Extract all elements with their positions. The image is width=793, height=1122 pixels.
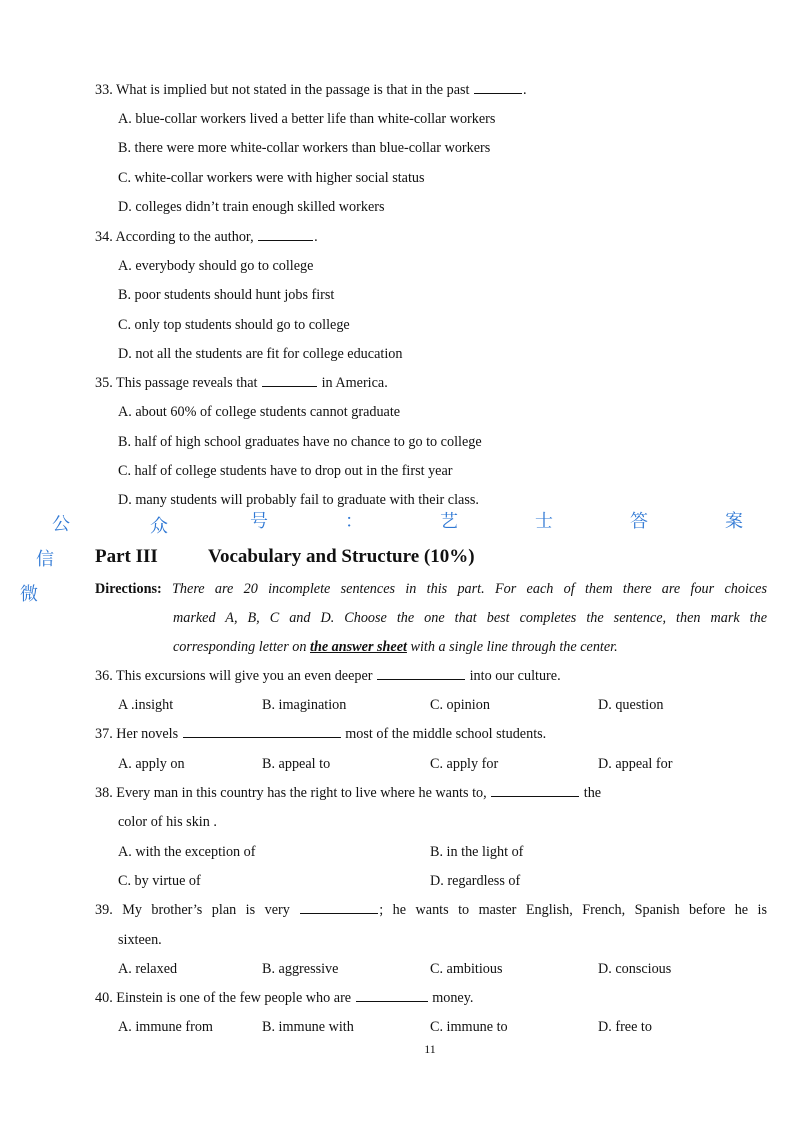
option-38-c: C. by virtue of xyxy=(118,873,201,889)
option-38-b: B. in the light of xyxy=(430,844,524,860)
option-37-a: A. apply on xyxy=(118,756,185,772)
question-38-stem xyxy=(95,784,601,802)
question-number: 39. xyxy=(95,902,113,918)
option-40-b: B. immune with xyxy=(262,1019,354,1035)
option-36-c: C. opinion xyxy=(430,697,490,713)
question-number: 34. xyxy=(95,229,113,245)
question-37-stem xyxy=(95,725,546,743)
directions-text-3-end: with a single line through the center. xyxy=(406,639,618,655)
stem-text-after: money. xyxy=(432,990,474,1006)
option-35-d: D. many students will probably fail to graduate with their class. xyxy=(118,492,479,508)
stem-text: Einstein is one of the few people who are xyxy=(116,990,352,1006)
stem-text-after: most of the middle school students. xyxy=(345,726,547,742)
directions-label: Directions: xyxy=(95,581,162,597)
watermark-glyph: 信 xyxy=(36,549,54,570)
part-heading xyxy=(95,545,475,569)
option-39-d: D. conscious xyxy=(598,961,672,977)
option-33-a: A. blue-collar workers lived a better life than white-collar workers xyxy=(118,111,496,127)
question-39-stem xyxy=(95,901,767,919)
watermark-glyph: 答 xyxy=(630,511,648,532)
stem-text: My brother’s plan is very xyxy=(122,902,290,918)
question-33-stem xyxy=(95,81,527,99)
stem-text-after: into our culture. xyxy=(469,668,561,684)
stem-text-after: . xyxy=(314,229,318,245)
question-number: 38. xyxy=(95,785,113,801)
question-number: 37. xyxy=(95,726,113,742)
question-36-stem xyxy=(95,667,561,685)
option-35-a: A. about 60% of college students cannot graduate xyxy=(118,404,401,420)
stem-text-after: . xyxy=(523,82,527,98)
stem-text-after: the xyxy=(583,785,602,801)
stem-text: What is implied but not stated in the passage is that in the past xyxy=(116,82,470,98)
option-40-a: A. immune from xyxy=(118,1019,213,1035)
option-38-a: A. with the exception of xyxy=(118,844,256,860)
option-34-c: C. only top students should go to college xyxy=(118,317,350,333)
directions-line-3 xyxy=(173,638,618,656)
watermark-glyph: 案 xyxy=(725,511,743,532)
question-35-stem xyxy=(95,374,388,392)
answer-blank xyxy=(262,374,317,387)
option-33-c: C. white-collar workers were with higher social status xyxy=(118,170,425,186)
option-35-b: B. half of high school graduates have no chance to go to college xyxy=(118,434,482,450)
question-number: 36. xyxy=(95,668,113,684)
page-number: 11 xyxy=(424,1042,436,1056)
question-34-stem xyxy=(95,228,318,246)
stem-text: Every man in this country has the right to live where he wants to, xyxy=(116,785,487,801)
answer-blank xyxy=(300,901,378,914)
option-33-b: B. there were more white-collar workers than blue-collar workers xyxy=(118,140,491,156)
stem-text: According to the author, xyxy=(115,229,254,245)
directions-line-1 xyxy=(95,580,767,598)
option-40-c: C. immune to xyxy=(430,1019,508,1035)
watermark-glyph: 艺 xyxy=(440,511,458,532)
question-39-stem-cont: sixteen. xyxy=(118,932,162,948)
question-40-stem xyxy=(95,989,473,1007)
option-34-d: D. not all the students are fit for college education xyxy=(118,346,403,362)
answer-sheet-emphasis: the answer sheet xyxy=(310,639,407,655)
answer-blank xyxy=(474,81,522,94)
option-37-d: D. appeal for xyxy=(598,756,673,772)
option-37-c: C. apply for xyxy=(430,756,499,772)
watermark-glyph: 众 xyxy=(150,516,168,537)
option-34-a: A. everybody should go to college xyxy=(118,258,314,274)
question-number: 40. xyxy=(95,990,113,1006)
answer-blank xyxy=(356,989,428,1002)
option-36-a: A .insight xyxy=(118,697,174,713)
directions-text-3: corresponding letter on xyxy=(173,639,310,655)
option-34-b: B. poor students should hunt jobs first xyxy=(118,287,335,303)
part-label: Part III xyxy=(95,546,158,567)
directions-line-2: marked A, B, C and D. Choose the one that best completes the sentence, then mark the xyxy=(173,610,767,626)
watermark-glyph: 公 xyxy=(52,514,70,535)
stem-text: This excursions will give you an even deeper xyxy=(116,668,373,684)
option-40-d: D. free to xyxy=(598,1019,652,1035)
stem-text-after: ; he wants to master English, French, Spanish before he is xyxy=(379,902,768,918)
option-36-d: D. question xyxy=(598,697,664,713)
stem-text-after: in America. xyxy=(321,375,388,391)
part-title: Vocabulary and Structure (10%) xyxy=(208,546,475,567)
question-number: 33. xyxy=(95,82,113,98)
answer-blank xyxy=(183,725,341,738)
watermark-glyph: 号 xyxy=(250,511,268,532)
stem-text: Her novels xyxy=(116,726,179,742)
watermark-glyph: 士 xyxy=(535,511,553,532)
option-39-b: B. aggressive xyxy=(262,961,339,977)
option-36-b: B. imagination xyxy=(262,697,347,713)
question-number: 35. xyxy=(95,375,113,391)
directions-text-1: There are 20 incomplete sentences in this part. For each of them there are four choices xyxy=(172,581,768,597)
option-33-d: D. colleges didn’t train enough skilled workers xyxy=(118,199,385,215)
watermark-glyph: 微 xyxy=(20,584,38,605)
option-39-c: C. ambitious xyxy=(430,961,503,977)
watermark-glyph: ： xyxy=(345,511,363,532)
option-37-b: B. appeal to xyxy=(262,756,331,772)
option-38-d: D. regardless of xyxy=(430,873,521,889)
answer-blank xyxy=(491,784,579,797)
stem-text: This passage reveals that xyxy=(116,375,258,391)
option-35-c: C. half of college students have to drop out in the first year xyxy=(118,463,453,479)
answer-blank xyxy=(258,228,313,241)
answer-blank xyxy=(377,667,465,680)
option-39-a: A. relaxed xyxy=(118,961,178,977)
question-38-stem-cont: color of his skin . xyxy=(118,814,217,830)
